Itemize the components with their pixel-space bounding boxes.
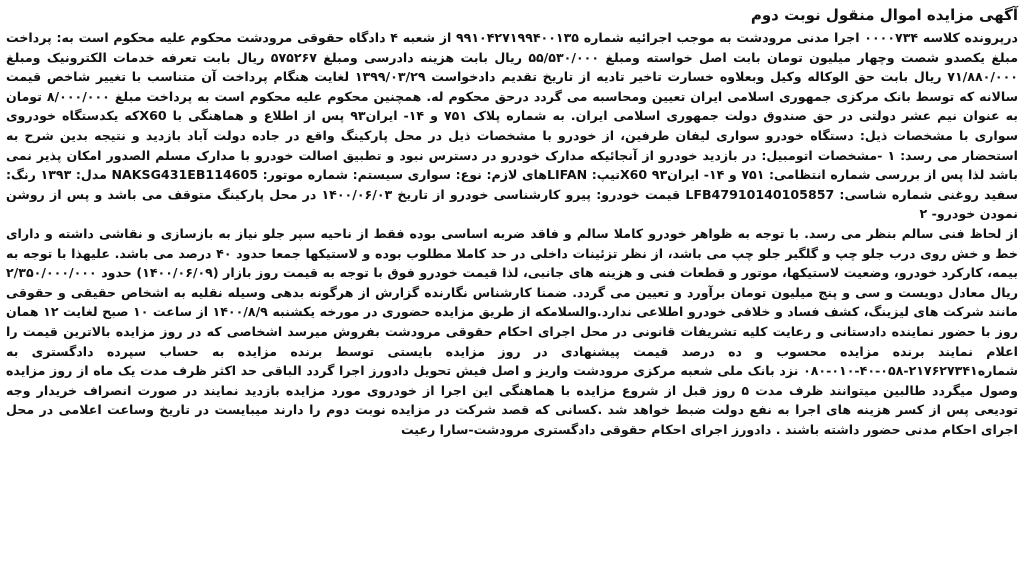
notice-body [6,28,1018,439]
notice-paragraph-1: درپرونده کلاسه ۰۰۰۰۷۳۴ اجرا مدنی مرودشت به موجب اجرائیه شماره ۹۹۱۰۴۲۷۱۹۹۴۰۰۱۳۵ از شعبه ۴ دادگاه حقوقی مرودشت محکوم علیه محکوم است به: پرداخت مبلغ یکصدو شصت وچهار میلیون تومان بابت اصل خواسته ومبلغ ۵۵/۵۳۰/۰۰۰ ریال بابت هزینه دادرسی ومبلغ ۵۷۵۲۶۷ ریال بابت تعرفه خدمات الکترونیک ومبلغ ۷۱/۸۸۰/۰۰۰ ریال بابت حق الوکاله وکیل وبعلاوه خسارت تاخیر تادیه از تاریخ تقدیم دادخواست ۱۳۹۹/۰۳/۲۹ لغایت هنگام پرداخت آن متناسب با تغییر شاخص قیمت سالانه که توسط بانک مرکزی جمهوری اسلامی ایران تعیین ومحاسبه می گردد درحق محکوم له. همچنین محکوم علیه محکوم است به پرداخت مبلغ ۸/۰۰۰/۰۰۰ تومان به عنوان نیم عشر دولتی در حق صندوق دولت جمهوری اسلامی ایران. به شماره پلاک ۷۵۱ و ۱۴- ایران۹۳ پس از اطلاع و هماهنگی با X60که یکدستگاه خودروی سواری با مشخصات ذیل: دستگاه خودرو سواری لیفان طرفین، از خودرو با مشخصات ذیل در محل پارکینگ واقع در جاده دولت آباد بازدید و نتیجه بدین شرح به استحضار می رسد: ۱ -مشخصات اتومبیل: در بازدید خودرو از آنجائیکه مدارک خودرو در دسترس نبود و تطبیق اصالت خودرو با مدارک مسلم الصدور امکان پذیر نمی باشد لذا پس از بررسی شماره انتظامی: ۷۵۱ و ۱۴- ایران۹۳ X60تیپ: LIFANهای لازم: نوع: سواری سیستم: شماره موتور: NAKSG431EB114605 مدل: ۱۳۹۳ رنگ: سفید روغنی شماره شاسی: LFB47910140105857 قیمت خودرو: پیرو کارشناسی خودرو از تاریخ ۱۴۰۰/۰۶/۰۳ در محل پارکینگ متوقف می باشد و پس از روشن نمودن خودرو- ۲ [6,30,1019,222]
notice-title: آگهی مزایده اموال منقول نوبت دوم [750,6,1018,24]
notice-paragraph-2: از لحاظ فنی سالم بنظر می رسد. با توجه به ظواهر خودرو کاملا سالم و فاقد ضربه اساسی بوده فقط از ناحیه سپر جلو نیاز به بازسازی و نقاشی داشته و دارای خط و خش روی درب جلو چپ و گلگیر جلو چپ می باشد، از نظر تزئینات داخلی در حد کاملا مطلوب بوده و لاستیکها جمعا حدود ۴۰ درصد می باشد. علیهذا با توجه به بیمه، کارکرد خودرو، وضعیت لاستیکها، موتور و قطعات فنی و هزینه های جانبی، لذا قیمت خودرو فوق با توجه به قیمت روز بازار (۱۴۰۰/۰۶/۰۹) حدود ۲/۳۵۰/۰۰۰/۰۰۰ ریال معادل دویست و سی و پنج میلیون تومان برآورد و تعیین می گردد. ضمنا کارشناس نگارنده گزارش از هرگونه بدهی وسیله نقلیه به اشخاص حقیقی و حقوقی مانند شرکت های لیزینگ، کشف فساد و خلافی خودرو اطلاعی ندارد.والسلامکه از طریق مزایده حضوری در مورخه یکشنبه ۱۴۰۰/۸/۹ از ساعت ۱۰ صبح لغایت ۱۲ همان روز با حضور نماینده دادستانی و رعایت کلیه تشریفات قانونی در محل اجرای احکام حقوقی مرودشت بفروش میرسد اشخاصی که در روز مزایده بالاترین قیمت را اعلام نمایند برنده مزایده محسوب و ده درصد قیمت پیشنهادی در روز مزایده بایستی توسط برنده مزایده به حساب سپرده دادگستری به شماره۲۱۷۶۲۷۳۴۱-۰۵۸-۴۰-۰۱۰-۰۸۰ نزد بانک ملی شعبه مرکزی مرودشت واریز و اصل فیش تحویل دادورز اجرا گردد الباقی حد اکثر ظرف مدت یک ماه از روز مزایده وصول میگردد طالبین میتوانند ظرف مدت ۵ روز قبل از شروع مزایده با هماهنگی این اجرا از خودروی مورد مزایده بازدید نمایند در صورت انصراف خریدار وجه تودیعی پس از کسر هزینه های اجرا به نفع دولت ضبط خواهد شد .کسانی که قصد شرکت در مزایده نوبت دوم را دارند میبایست در تاریخ وساعت اعلامی در محل اجرای احکام مدنی حضور داشته باشند . دادورز اجرای احکام حقوقی دادگستری مرودشت-سارا رعیت [6,225,1018,437]
